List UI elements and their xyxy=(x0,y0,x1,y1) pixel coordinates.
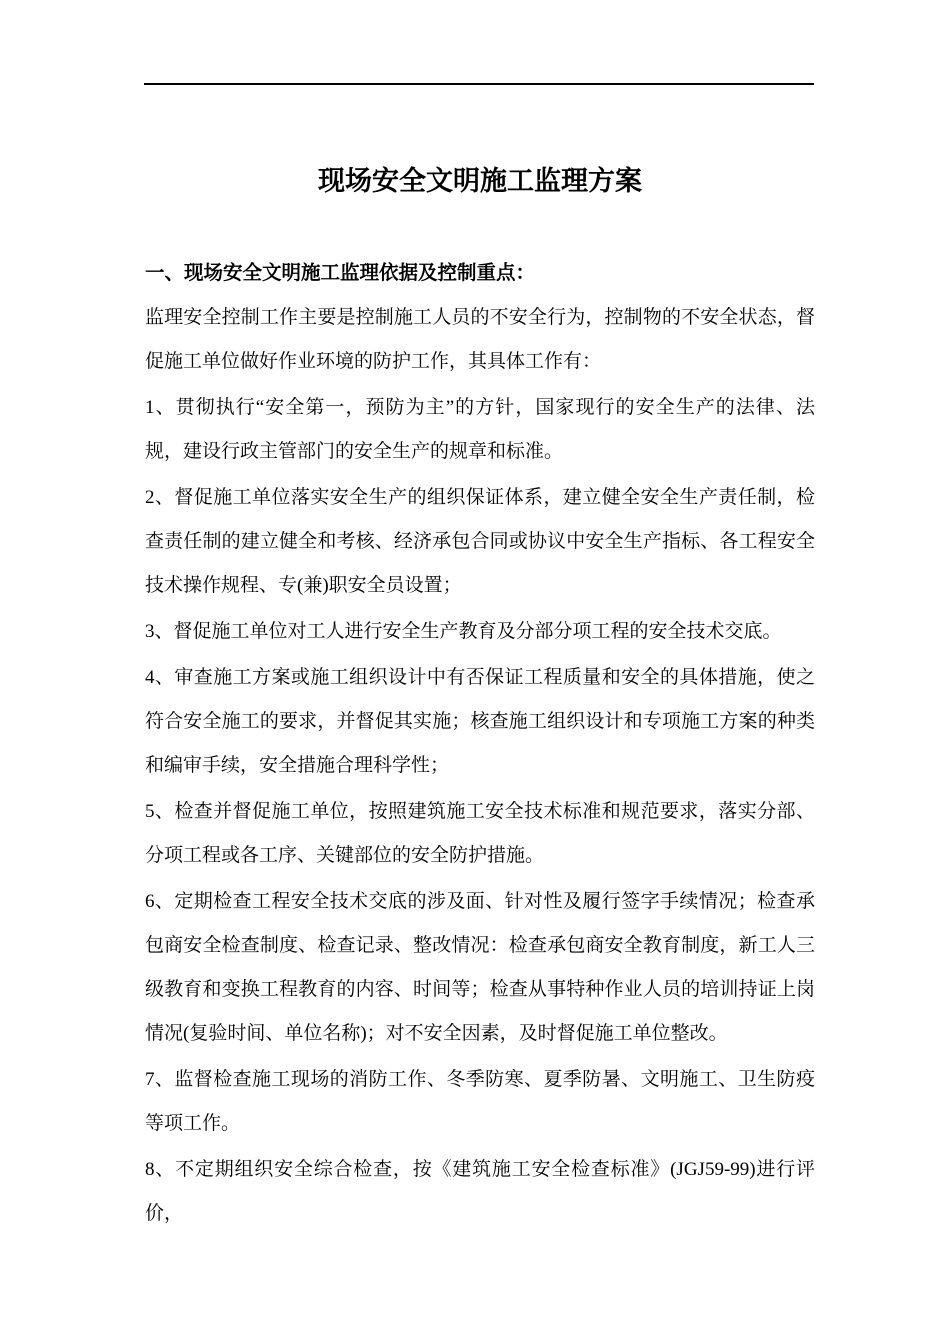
list-item-8: 8、不定期组织安全综合检查，按《建筑施工安全检查标准》(JGJ59-99)进行评价， xyxy=(145,1159,815,1224)
list-item-3: 3、督促施工单位对工人进行安全生产教育及分部分项工程的安全技术交底。 xyxy=(145,621,782,642)
intro-paragraph: 监理安全控制工作主要是控制施工人员的不安全行为，控制物的不安全状态，督促施工单位做好作业环境的防护工作，其具体工作有： xyxy=(145,307,815,372)
section-heading: 一、现场安全文明施工监理依据及控制重点： xyxy=(145,263,536,284)
header-rule xyxy=(144,83,814,85)
list-item-1: 1、贯彻执行“安全第一，预防为主”的方针，国家现行的安全生产的法律、法规，建设行政主管部门的安全生产的规章和标准。 xyxy=(145,397,815,462)
list-item-7: 7、监督检查施工现场的消防工作、冬季防寒、夏季防暑、文明施工、卫生防疫等项工作。 xyxy=(145,1069,815,1134)
document-title: 现场安全文明施工监理方案 xyxy=(318,166,642,196)
list-item-5: 5、检查并督促施工单位，按照建筑施工安全技术标准和规范要求，落实分部、分项工程或各工序、关键部位的安全防护措施。 xyxy=(145,801,815,866)
list-item-4: 4、审查施工方案或施工组织设计中有否保证工程质量和安全的具体措施，使之符合安全施工的要求，并督促其实施；核查施工组织设计和专项施工方案的种类和编审手续，安全措施合理科学性； xyxy=(145,667,815,776)
list-item-2: 2、督促施工单位落实安全生产的组织保证体系，建立健全安全生产责任制，检查责任制的建立健全和考核、经济承包合同或协议中安全生产指标、各工程安全技术操作规程、专(兼)职安全员设置； xyxy=(145,487,815,596)
list-item-6: 6、定期检查工程安全技术交底的涉及面、针对性及履行签字手续情况；检查承包商安全检查制度、检查记录、整改情况：检查承包商安全教育制度，新工人三级教育和变换工程教育的内容、时间等；检查从事特种作业人员的培训持证上岗情况(复验时间、单位名称)；对不安全因素，及时督促施工单位整改。 xyxy=(145,891,815,1044)
document-body xyxy=(145,296,815,1238)
